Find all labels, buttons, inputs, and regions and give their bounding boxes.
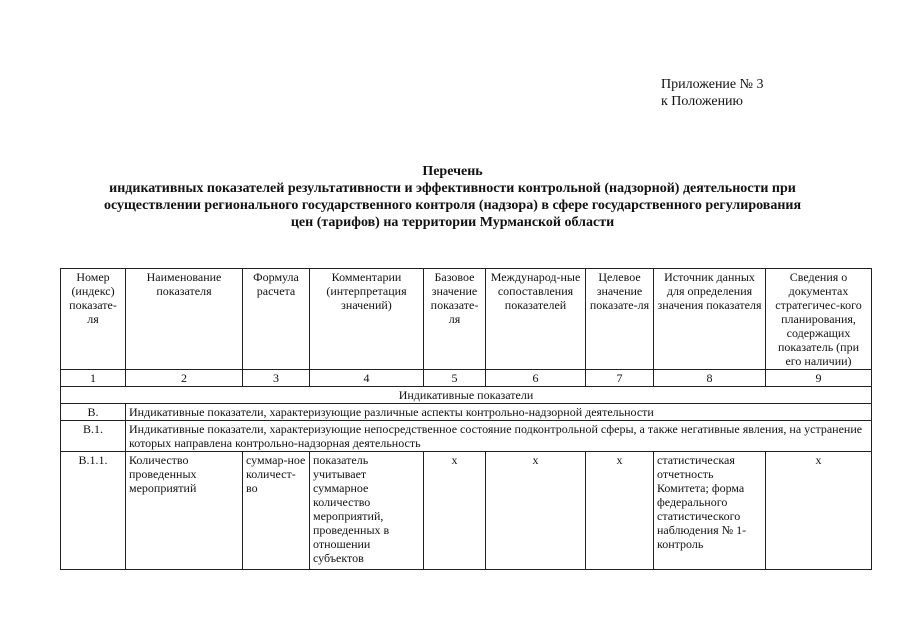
header-cell: Международ-ные сопоставления показателей [486,269,586,370]
group-row-b [61,404,872,421]
title-line-4: цен (тарифов) на территории Мурманской области [290,215,615,230]
indicator-international: х [486,452,586,570]
title-line-2: индикативных показателей результативности и эффективности контрольной (надзорной) деятельности при [109,181,796,196]
title-line-3: осуществлении регионального государственного контроля (надзора) в сфере государственного регулирования [103,198,802,213]
group-code: В.1. [61,421,126,452]
column-number: 5 [424,370,486,387]
header-cell: Базовое значение показате-ля [424,269,486,370]
indicator-comment: показатель учитывает суммарное количество мероприятий, проведенных в отношении субъектов [310,452,424,570]
section-title: Индикативные показатели [61,387,872,404]
column-numbers-row [61,370,872,387]
header-cell: Номер (индекс) показате-ля [61,269,126,370]
column-number: 8 [654,370,766,387]
header-cell: Источник данных для определения значения показателя [654,269,766,370]
column-number: 9 [766,370,872,387]
header-cell: Комментарии (интерпретация значений) [310,269,424,370]
indicators-table [60,268,872,570]
document-title [40,163,865,231]
table-header-row [61,269,872,370]
indicator-name: Количество проведенных мероприятий [126,452,243,570]
indicator-formula: суммар-ное количест-во [243,452,310,570]
indicator-base-value: х [424,452,486,570]
appendix-line-1: Приложение № 3 [661,77,764,92]
group-text: Индикативные показатели, характеризующие непосредственное состояние подконтрольной сферы, а также негативные явления, на устранение которых направлена контрольно-надзорная деятельность [126,421,872,452]
column-number: 4 [310,370,424,387]
header-cell: Наименование показателя [126,269,243,370]
header-cell: Целевое значение показате-ля [586,269,654,370]
appendix-line-2: к Положению [661,94,744,109]
column-number: 2 [126,370,243,387]
indicator-strategic-docs: х [766,452,872,570]
column-number: 3 [243,370,310,387]
group-text: Индикативные показатели, характеризующие различные аспекты контрольно-надзорной деятельности [126,404,872,421]
title-line-1: Перечень [422,164,483,179]
table-row [61,452,872,570]
header-cell: Формула расчета [243,269,310,370]
indicator-data-source: статистическая отчетность Комитета; форма федерального статистического наблюдения № 1-контроль [654,452,766,570]
indicator-target-value: х [586,452,654,570]
appendix-note [661,76,764,110]
group-code: В. [61,404,126,421]
indicator-code: В.1.1. [61,452,126,570]
group-row-b1 [61,421,872,452]
section-title-row [61,387,872,404]
header-cell: Сведения о документах стратегичес-кого планирования, содержащих показатель (при его наличии) [766,269,872,370]
column-number: 7 [586,370,654,387]
column-number: 6 [486,370,586,387]
column-number: 1 [61,370,126,387]
